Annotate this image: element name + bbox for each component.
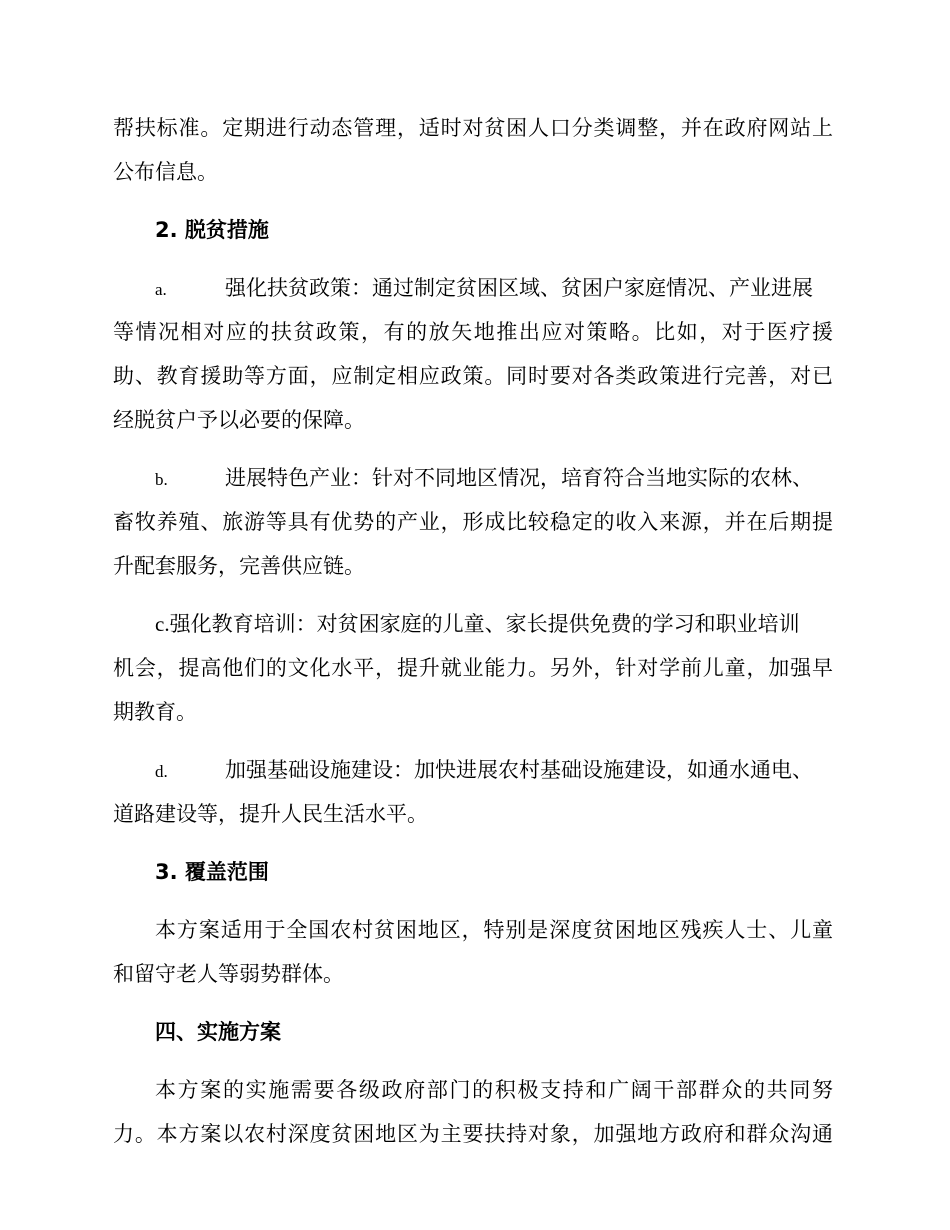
text-line: 本方案的实施需要各级政府部门的积极支持和广阔干部群众的共同努 [155, 1078, 833, 1102]
text-line [113, 266, 833, 310]
text-line [113, 748, 833, 792]
text-line: 力。本方案以农村深度贫困地区为主要扶持对象，加强地方政府和群众沟通 [113, 1122, 833, 1146]
text-line: 期教育。 [113, 700, 197, 724]
paragraph-coverage [113, 908, 833, 996]
text-run: 进展特色产业：针对不同地区情况，培育符合当地实际的农林、 [225, 466, 813, 490]
text-line: 畜牧养殖、旅游等具有优势的产业，形成比较稳定的收入来源，并在后期提 [113, 510, 833, 534]
text-line: 升配套服务，完善供应链。 [113, 554, 365, 578]
text-line: 公布信息。 [113, 160, 218, 184]
text-run: 强化教育培训：对贫困家庭的儿童、家长提供免费的学习和职业培训 [169, 612, 800, 636]
text-line [113, 602, 833, 646]
paragraph-poverty-standard [113, 106, 833, 194]
paragraph-implementation [113, 1068, 833, 1156]
text-line: 经脱贫户予以必要的保障。 [113, 408, 365, 432]
text-line: 帮扶标准。定期进行动态管理，适时对贫困人口分类调整，并在政府网站上 [113, 116, 833, 140]
text-line: 助、教育援助等方面，应制定相应政策。同时要对各类政策进行完善，对已 [113, 364, 833, 388]
section-heading-coverage: 3. 覆盖范围 [155, 860, 269, 884]
paragraph-item-c [113, 602, 833, 734]
list-marker: c. [155, 612, 170, 636]
text-line: 和留守老人等弱势群体。 [113, 962, 344, 986]
paragraph-item-a [113, 266, 833, 442]
text-line: 道路建设等，提升人民生活水平。 [113, 802, 428, 826]
section-heading-measures: 2. 脱贫措施 [155, 218, 269, 242]
paragraph-item-d [113, 748, 833, 836]
text-line: 本方案适用于全国农村贫困地区，特别是深度贫困地区残疾人士、儿童 [155, 918, 833, 942]
paragraph-item-b [113, 456, 833, 588]
list-marker: b. [155, 470, 168, 489]
text-run: 加强基础设施建设：加快进展农村基础设施建设，如通水通电、 [225, 758, 813, 782]
list-marker: d. [155, 762, 168, 781]
text-line [113, 456, 833, 500]
list-marker: a. [155, 280, 167, 299]
text-run: 强化扶贫政策：通过制定贫困区域、贫困户家庭情况、产业进展 [225, 276, 813, 300]
text-line: 机会，提高他们的文化水平，提升就业能力。另外，针对学前儿童，加强早 [113, 656, 833, 680]
section-heading-implementation: 四、实施方案 [155, 1020, 281, 1044]
document-page [113, 106, 833, 1156]
text-line: 等情况相对应的扶贫政策，有的放矢地推出应对策略。比如，对于医疗援 [113, 320, 833, 344]
